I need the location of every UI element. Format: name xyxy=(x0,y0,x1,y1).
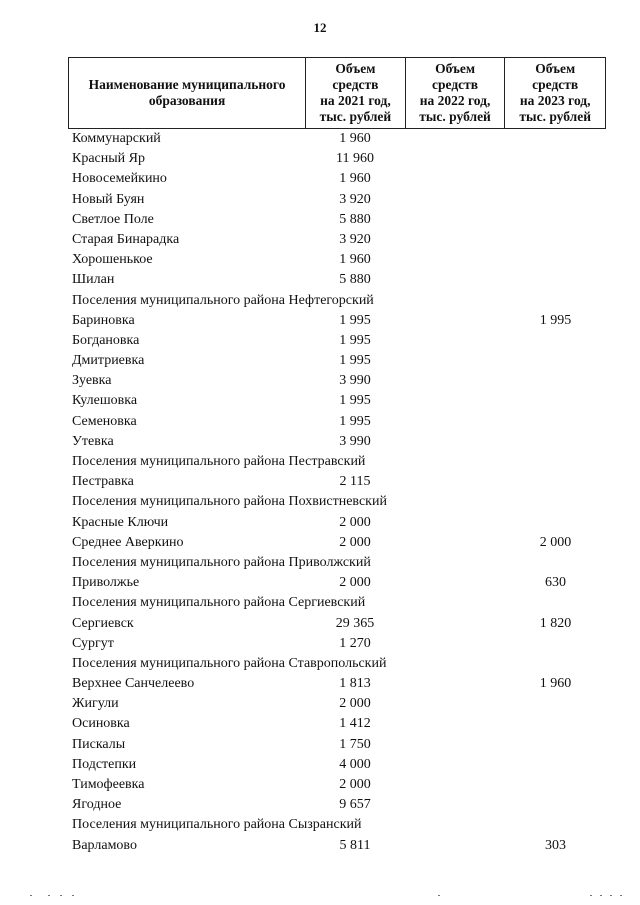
value-2021: 1 813 xyxy=(339,676,371,692)
settlement-name: Красные Ключи xyxy=(72,514,169,530)
section-title: Поселения муниципального района Нефтегорский xyxy=(72,292,374,308)
header-2023-line4: тыс. рублей xyxy=(519,109,591,124)
section-title: Поселения муниципального района Сергиевский xyxy=(72,595,366,611)
value-2021: 2 000 xyxy=(339,575,371,591)
settlement-name: Кулешовка xyxy=(72,393,138,409)
table-row xyxy=(68,533,606,553)
settlement-name: Зуевка xyxy=(72,373,112,389)
settlement-name: Светлое Поле xyxy=(72,211,154,227)
header-name-line1: Наименование муниципального xyxy=(88,77,286,92)
settlement-name: Пискалы xyxy=(72,736,126,752)
section-title: Поселения муниципального района Похвистневский xyxy=(72,494,387,510)
page-number: 12 xyxy=(313,20,327,35)
settlement-name: Хорошенькое xyxy=(72,252,153,268)
table-row xyxy=(68,210,606,230)
settlement-name: Варламово xyxy=(72,837,137,853)
settlement-name: Ягодное xyxy=(72,797,122,813)
settlement-name: Среднее Аверкино xyxy=(72,534,184,550)
settlement-name: Дмитриевка xyxy=(72,353,145,369)
table-row xyxy=(68,836,606,856)
value-2021: 2 000 xyxy=(339,534,371,550)
value-2021: 1 995 xyxy=(339,312,371,328)
value-2021: 1 412 xyxy=(339,716,371,732)
value-2021: 29 365 xyxy=(335,615,375,631)
header-2022-line4: тыс. рублей xyxy=(419,109,491,124)
table-row xyxy=(68,190,606,210)
header-2023-line3: на 2023 год, xyxy=(519,93,591,108)
table-row xyxy=(68,674,606,694)
header-2022-line1: Объем xyxy=(435,61,476,76)
table-row xyxy=(68,169,606,189)
header-2021-column xyxy=(305,58,405,128)
table-row xyxy=(68,714,606,734)
table-row xyxy=(68,775,606,795)
section-header-row xyxy=(68,654,606,674)
table-row xyxy=(68,472,606,492)
value-2023: 1 960 xyxy=(539,676,572,692)
value-2021: 1 995 xyxy=(339,393,371,409)
value-2023: 630 xyxy=(545,575,566,591)
table-row xyxy=(68,331,606,351)
settlement-name: Осиновка xyxy=(72,716,130,732)
settlement-name: Верхнее Санчелеево xyxy=(72,676,195,692)
value-2021: 1 960 xyxy=(339,252,371,268)
settlement-name: Шилан xyxy=(72,272,115,288)
value-2021: 1 995 xyxy=(339,332,371,348)
table-header xyxy=(68,57,606,129)
table-row xyxy=(68,634,606,654)
value-2021: 2 000 xyxy=(339,514,371,530)
value-2021: 4 000 xyxy=(339,756,371,772)
section-header-row xyxy=(68,492,606,512)
section-header-row xyxy=(68,815,606,835)
value-2021: 2 000 xyxy=(339,696,371,712)
value-2021: 5 811 xyxy=(339,837,371,853)
table-row xyxy=(68,351,606,371)
value-2021: 3 990 xyxy=(339,433,371,449)
header-2021-line3: на 2021 год, xyxy=(320,93,391,108)
value-2021: 2 115 xyxy=(339,474,371,490)
table-row xyxy=(68,391,606,411)
header-2021-line1: Объем xyxy=(335,61,376,76)
value-2021: 1 960 xyxy=(339,171,371,187)
table-row xyxy=(68,755,606,775)
header-2022-column xyxy=(405,58,505,128)
table-row xyxy=(68,795,606,815)
header-2023-line1: Объем xyxy=(535,61,576,76)
settlement-name: Красный Яр xyxy=(72,151,145,167)
value-2021: 1 750 xyxy=(339,736,371,752)
value-2021: 1 995 xyxy=(339,413,371,429)
header-name-column xyxy=(69,58,305,128)
settlement-name: Подстепки xyxy=(72,756,137,772)
table-row xyxy=(68,270,606,290)
value-2021: 9 657 xyxy=(339,797,371,813)
value-2021: 1 995 xyxy=(339,353,371,369)
header-2021-line4: тыс. рублей xyxy=(319,109,392,124)
value-2021: 5 880 xyxy=(339,272,371,288)
table-row xyxy=(68,735,606,755)
section-title: Поселения муниципального района Сызранский xyxy=(72,817,362,833)
section-header-row xyxy=(68,452,606,472)
table-row xyxy=(68,230,606,250)
value-2021: 3 920 xyxy=(339,191,371,207)
table-row xyxy=(68,694,606,714)
settlement-name: Старая Бинарадка xyxy=(72,231,180,247)
value-2023: 303 xyxy=(545,837,566,853)
table-row xyxy=(68,311,606,331)
settlement-name: Новый Буян xyxy=(72,191,145,207)
value-2021: 1 960 xyxy=(339,131,371,146)
section-header-row xyxy=(68,291,606,311)
header-2023-line2: средств xyxy=(532,77,579,92)
table-body xyxy=(68,129,606,856)
value-2023: 2 000 xyxy=(539,534,572,550)
table-row xyxy=(68,432,606,452)
settlement-name: Тимофеевка xyxy=(72,777,145,792)
settlement-name: Пестравка xyxy=(72,474,134,490)
section-header-row xyxy=(68,593,606,613)
table-row xyxy=(68,412,606,432)
header-name-line2: образования xyxy=(148,93,226,108)
header-2022-line2: средств xyxy=(432,77,479,92)
value-2021: 5 880 xyxy=(339,211,371,227)
value-2021: 3 990 xyxy=(339,373,371,389)
settlement-name: Сургут xyxy=(72,635,114,651)
table-row xyxy=(68,371,606,391)
settlement-name: Бариновка xyxy=(72,312,135,328)
table-row xyxy=(68,513,606,533)
section-title: Поселения муниципального района Ставропольский xyxy=(72,655,387,671)
section-title: Поселения муниципального района Пестравский xyxy=(72,454,366,469)
section-title: Поселения муниципального района Приволжский xyxy=(72,554,371,570)
value-2023: 1 995 xyxy=(539,312,572,328)
settlement-name: Богдановка xyxy=(72,332,140,348)
table-row xyxy=(68,149,606,169)
settlement-name: Сергиевск xyxy=(72,615,134,631)
settlement-name: Новосемейкино xyxy=(72,171,167,187)
settlement-name: Коммунарский xyxy=(72,131,161,146)
table-row xyxy=(68,129,606,149)
settlement-name: Утевка xyxy=(72,433,114,449)
value-2021: 2 000 xyxy=(339,777,371,792)
header-2023-column xyxy=(504,58,605,128)
table-row xyxy=(68,250,606,270)
value-2021: 1 270 xyxy=(339,635,371,651)
section-header-row xyxy=(68,553,606,573)
header-2022-line3: на 2022 год, xyxy=(419,93,491,108)
settlement-name: Жигули xyxy=(72,696,119,712)
table-row xyxy=(68,573,606,593)
settlement-name: Приволжье xyxy=(72,575,140,591)
value-2023: 1 820 xyxy=(539,615,572,631)
value-2021: 3 920 xyxy=(339,231,371,247)
table-row xyxy=(68,614,606,634)
value-2021: 11 960 xyxy=(336,151,374,167)
header-2021-line2: средств xyxy=(332,77,379,92)
settlement-name: Семеновка xyxy=(72,413,137,429)
scan-artifacts xyxy=(0,895,640,903)
